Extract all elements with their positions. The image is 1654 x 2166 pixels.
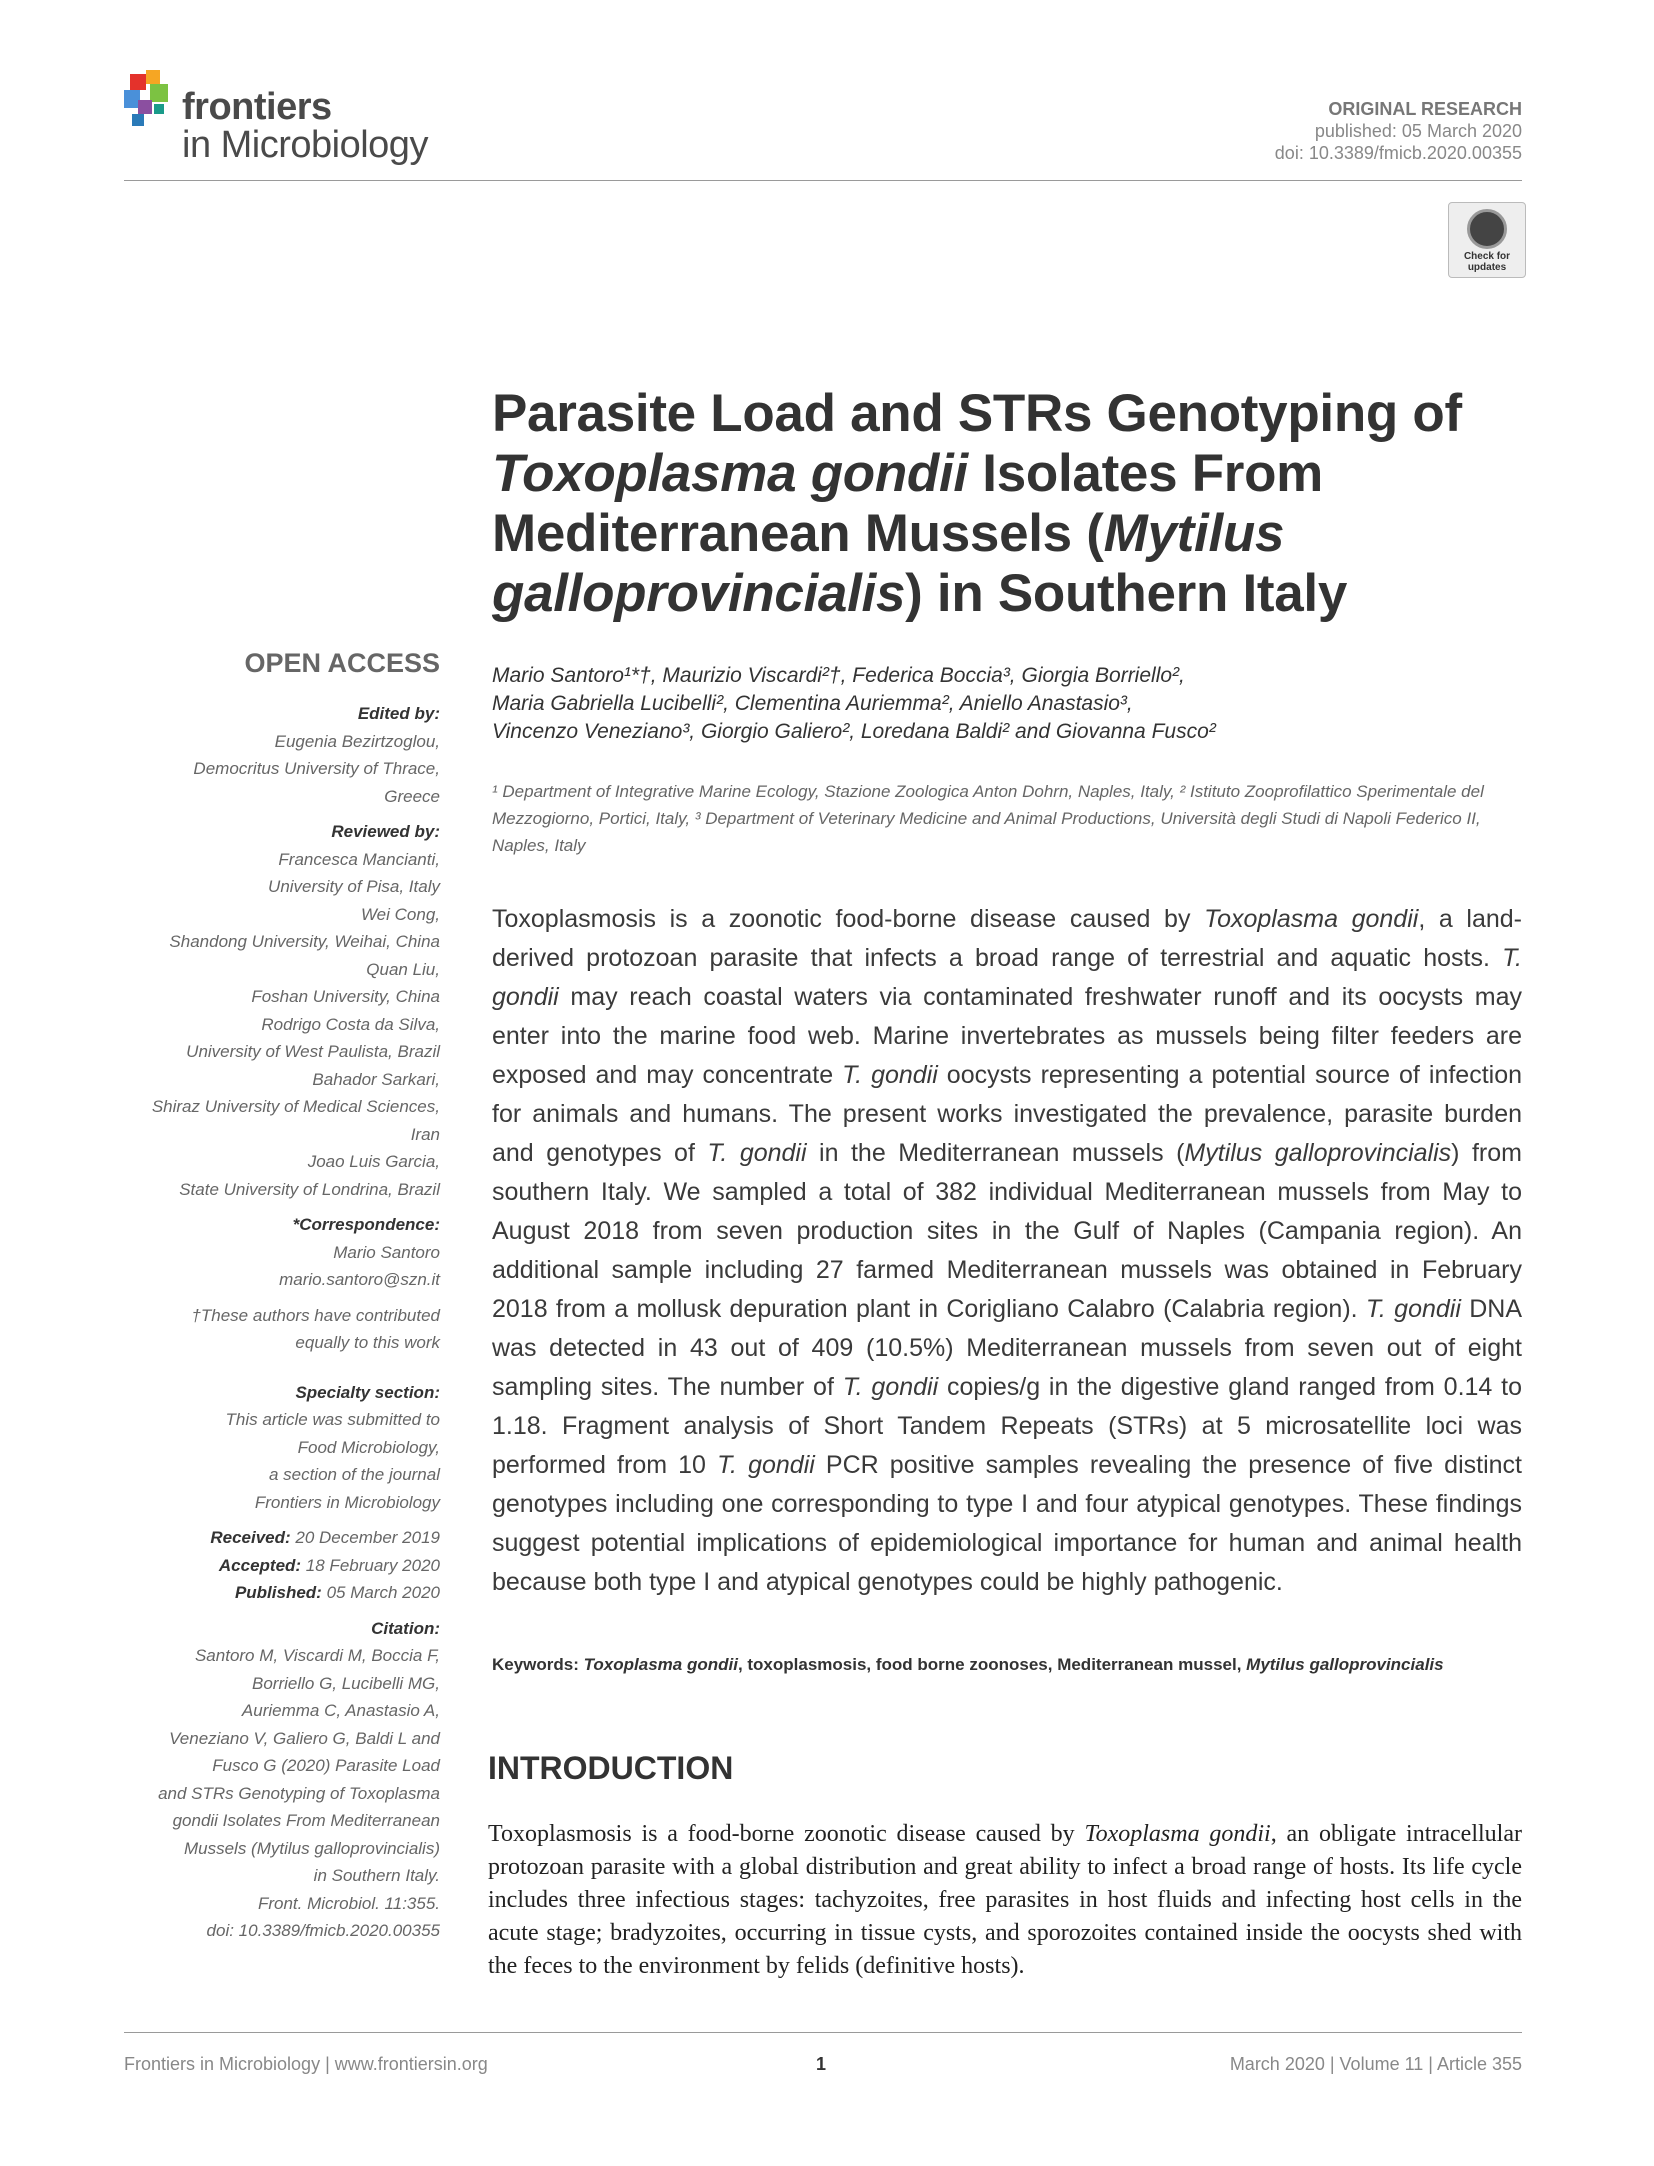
article-sidebar [110,646,440,1945]
contribution-note: †These authors have contributed [191,1305,440,1325]
editor-line: Eugenia Bezirtzoglou, [274,731,440,751]
author-line: Vincenzo Veneziano³, Giorgio Galiero², Loredana Baldi² and Giovanna Fusco² [492,720,1216,743]
citation-label: Citation: [371,1618,440,1638]
specialty-line: a section of the journal [268,1465,440,1484]
editor-line: Greece [384,786,440,806]
correspondence-email[interactable]: mario.santoro@szn.it [279,1270,440,1289]
doi[interactable]: doi: 10.3389/fmicb.2020.00355 [1274,143,1522,163]
accepted-date: Accepted: 18 February 2020 [218,1555,440,1575]
reviewer-line: Iran [410,1124,440,1144]
crossmark-icon [1467,209,1507,249]
specialty-line: Food Microbiology, [297,1437,440,1457]
introduction-text: Toxoplasmosis is a food-borne zoonotic disease caused by Toxoplasma gondii, an obligate intracellular protozoan parasite with a global distribution and great ability to infect a broad range of hosts. Its life cycle includes three infectious stages: tachyzoites, free parasites in host fluids and infecting host cells in the acute stage; bradyzoites, occurring in tissue cysts, and sporozoites contained inside the oocysts shed with the feces to the environment by felids (definitive hosts). [488,1821,1522,1979]
citation-line: and STRs Genotyping of Toxoplasma [158,1783,440,1803]
citation-doi[interactable]: doi: 10.3389/fmicb.2020.00355 [206,1921,440,1940]
reviewer-line: Foshan University, China [251,987,440,1006]
author-list [492,662,1532,746]
logo-brand: frontiers [182,86,332,128]
correspondence-name: Mario Santoro [333,1242,440,1262]
correspondence-label: *Correspondence: [292,1215,440,1234]
reviewer-line: University of Pisa, Italy [268,877,440,896]
reviewer-line: University of West Paulista, Brazil [186,1042,440,1061]
reviewer-line: Bahador Sarkari, [312,1069,440,1089]
check-for-updates-badge[interactable] [1448,202,1526,278]
citation-line: Santoro M, Viscardi M, Boccia F, [194,1646,440,1665]
published-date-sidebar: Published: 05 March 2020 [234,1583,440,1602]
reviewer-line: Shandong University, Weihai, China [169,932,440,951]
citation-line: in Southern Italy. [313,1866,440,1885]
citation-line: Mussels (Mytilus galloprovincialis) [183,1838,440,1858]
contribution-note: equally to this work [295,1333,440,1352]
reviewer-line: Quan Liu, [366,959,440,979]
journal-logo [124,64,464,174]
reviewer-line: Francesca Mancianti, [278,849,440,869]
footer-divider [124,2032,1522,2033]
section-heading-introduction: INTRODUCTION [488,1750,734,1786]
header-divider [124,180,1522,181]
footer-volume: March 2020 | Volume 11 | Article 355 [1229,2054,1522,2074]
specialty-section-label: Specialty section: [295,1382,440,1402]
received-date: Received: 20 December 2019 [210,1528,440,1547]
check-updates-label: Check for updates [1463,251,1511,273]
reviewer-line: Joao Luis Garcia, [307,1152,440,1171]
reviewer-line: Rodrigo Costa da Silva, [261,1014,440,1034]
abstract: Toxoplasmosis is a zoonotic food-borne disease caused by Toxoplasma gondii, a land-derived protozoan parasite that infects a broad range of terrestrial and aquatic hosts. T. gondii may reach coastal waters via contaminated freshwater runoff and its oocysts may enter into the marine food web. Marine invertebrates as mussels being filter feeders are exposed and may concentrate T. gondii oocysts representing a potential source of infection for animals and humans. The present works investigated the prevalence, parasite burden and genotypes of T. gondii in the Mediterranean mussels (Mytilus galloprovincialis) from southern Italy. We sampled a total of 382 individual Mediterranean mussels from May to August 2018 from seven production sites in the Gulf of Naples (Campania region). An additional sample including 27 farmed Mediterranean mussels was obtained in February 2018 from a mollusk depuration plant in Corigliano Calabro (Calabria region). T. gondii DNA was detected in 43 out of 409 (10.5%) Mediterranean mussels from seven out of eight sampling sites. The number of T. gondii copies/g in the digestive gland ranged from 0.14 to 1.18. Fragment analysis of Short Tandem Repeats (STRs) at 5 microsatellite loci was performed from 10 T. gondii PCR positive samples revealing the presence of five distinct genotypes including one corresponding to type I and four atypical genotypes. These findings suggest potential implications of epidemiological importance for human and animal health because both type I and atypical genotypes could be highly pathogenic. [492,905,1523,1596]
citation-line: Front. Microbiol. 11:355. [257,1893,440,1913]
logo-journal: in Microbiology [182,124,428,166]
footer-journal[interactable]: Frontiers in Microbiology | www.frontiersin.org [124,2054,488,2074]
citation-line: Borriello G, Lucibelli MG, [251,1673,440,1693]
keywords: Keywords: Toxoplasma gondii, toxoplasmosis, food borne zoonoses, Mediterranean mussel, Mytilus galloprovincialis [492,1655,1444,1674]
citation-line: gondii Isolates From Mediterranean [172,1811,440,1830]
reviewed-by-label: Reviewed by: [331,822,440,841]
author-line: Maria Gabriella Lucibelli², Clementina Auriemma², Aniello Anastasio³, [492,692,1133,715]
article-meta [1275,98,1522,164]
specialty-line: Frontiers in Microbiology [254,1492,440,1512]
reviewer-line: Shiraz University of Medical Sciences, [151,1097,440,1116]
reviewer-line: State University of Londrina, Brazil [179,1179,440,1199]
citation-line: Auriemma C, Anastasio A, [241,1701,440,1720]
citation-line: Fusco G (2020) Parasite Load [212,1756,440,1775]
page-number: 1 [816,2054,827,2074]
author-line: Mario Santoro¹*†, Maurizio Viscardi²†, Federica Boccia³, Giorgia Borriello², [492,664,1185,687]
article-type: ORIGINAL RESEARCH [1328,99,1522,119]
affiliations: ¹ Department of Integrative Marine Ecology, Stazione Zoologica Anton Dohrn, Naples, Italy, ² Istituto Zooprofilattico Sperimentale del Mezzogiorno, Portici, Italy, ³ Department of Veterinary Medicine and Animal Productions, Università degli Studi di Napoli Federico II, Naples, Italy [492,782,1484,855]
frontiers-logo-icon [124,70,176,130]
open-access-label: OPEN ACCESS [244,648,440,678]
edited-by-label: Edited by: [357,704,440,723]
specialty-line: This article was submitted to [225,1410,440,1429]
published-date: published: 05 March 2020 [1314,121,1522,141]
reviewer-line: Wei Cong, [360,904,440,924]
article-title: Parasite Load and STRs Genotyping of Toxoplasma gondii Isolates From Mediterranean Mussels (Mytilus galloprovincialis) in Southern Italy [492,384,1462,623]
editor-line: Democritus University of Thrace, [193,759,440,778]
citation-line: Veneziano V, Galiero G, Baldi L and [169,1728,440,1748]
